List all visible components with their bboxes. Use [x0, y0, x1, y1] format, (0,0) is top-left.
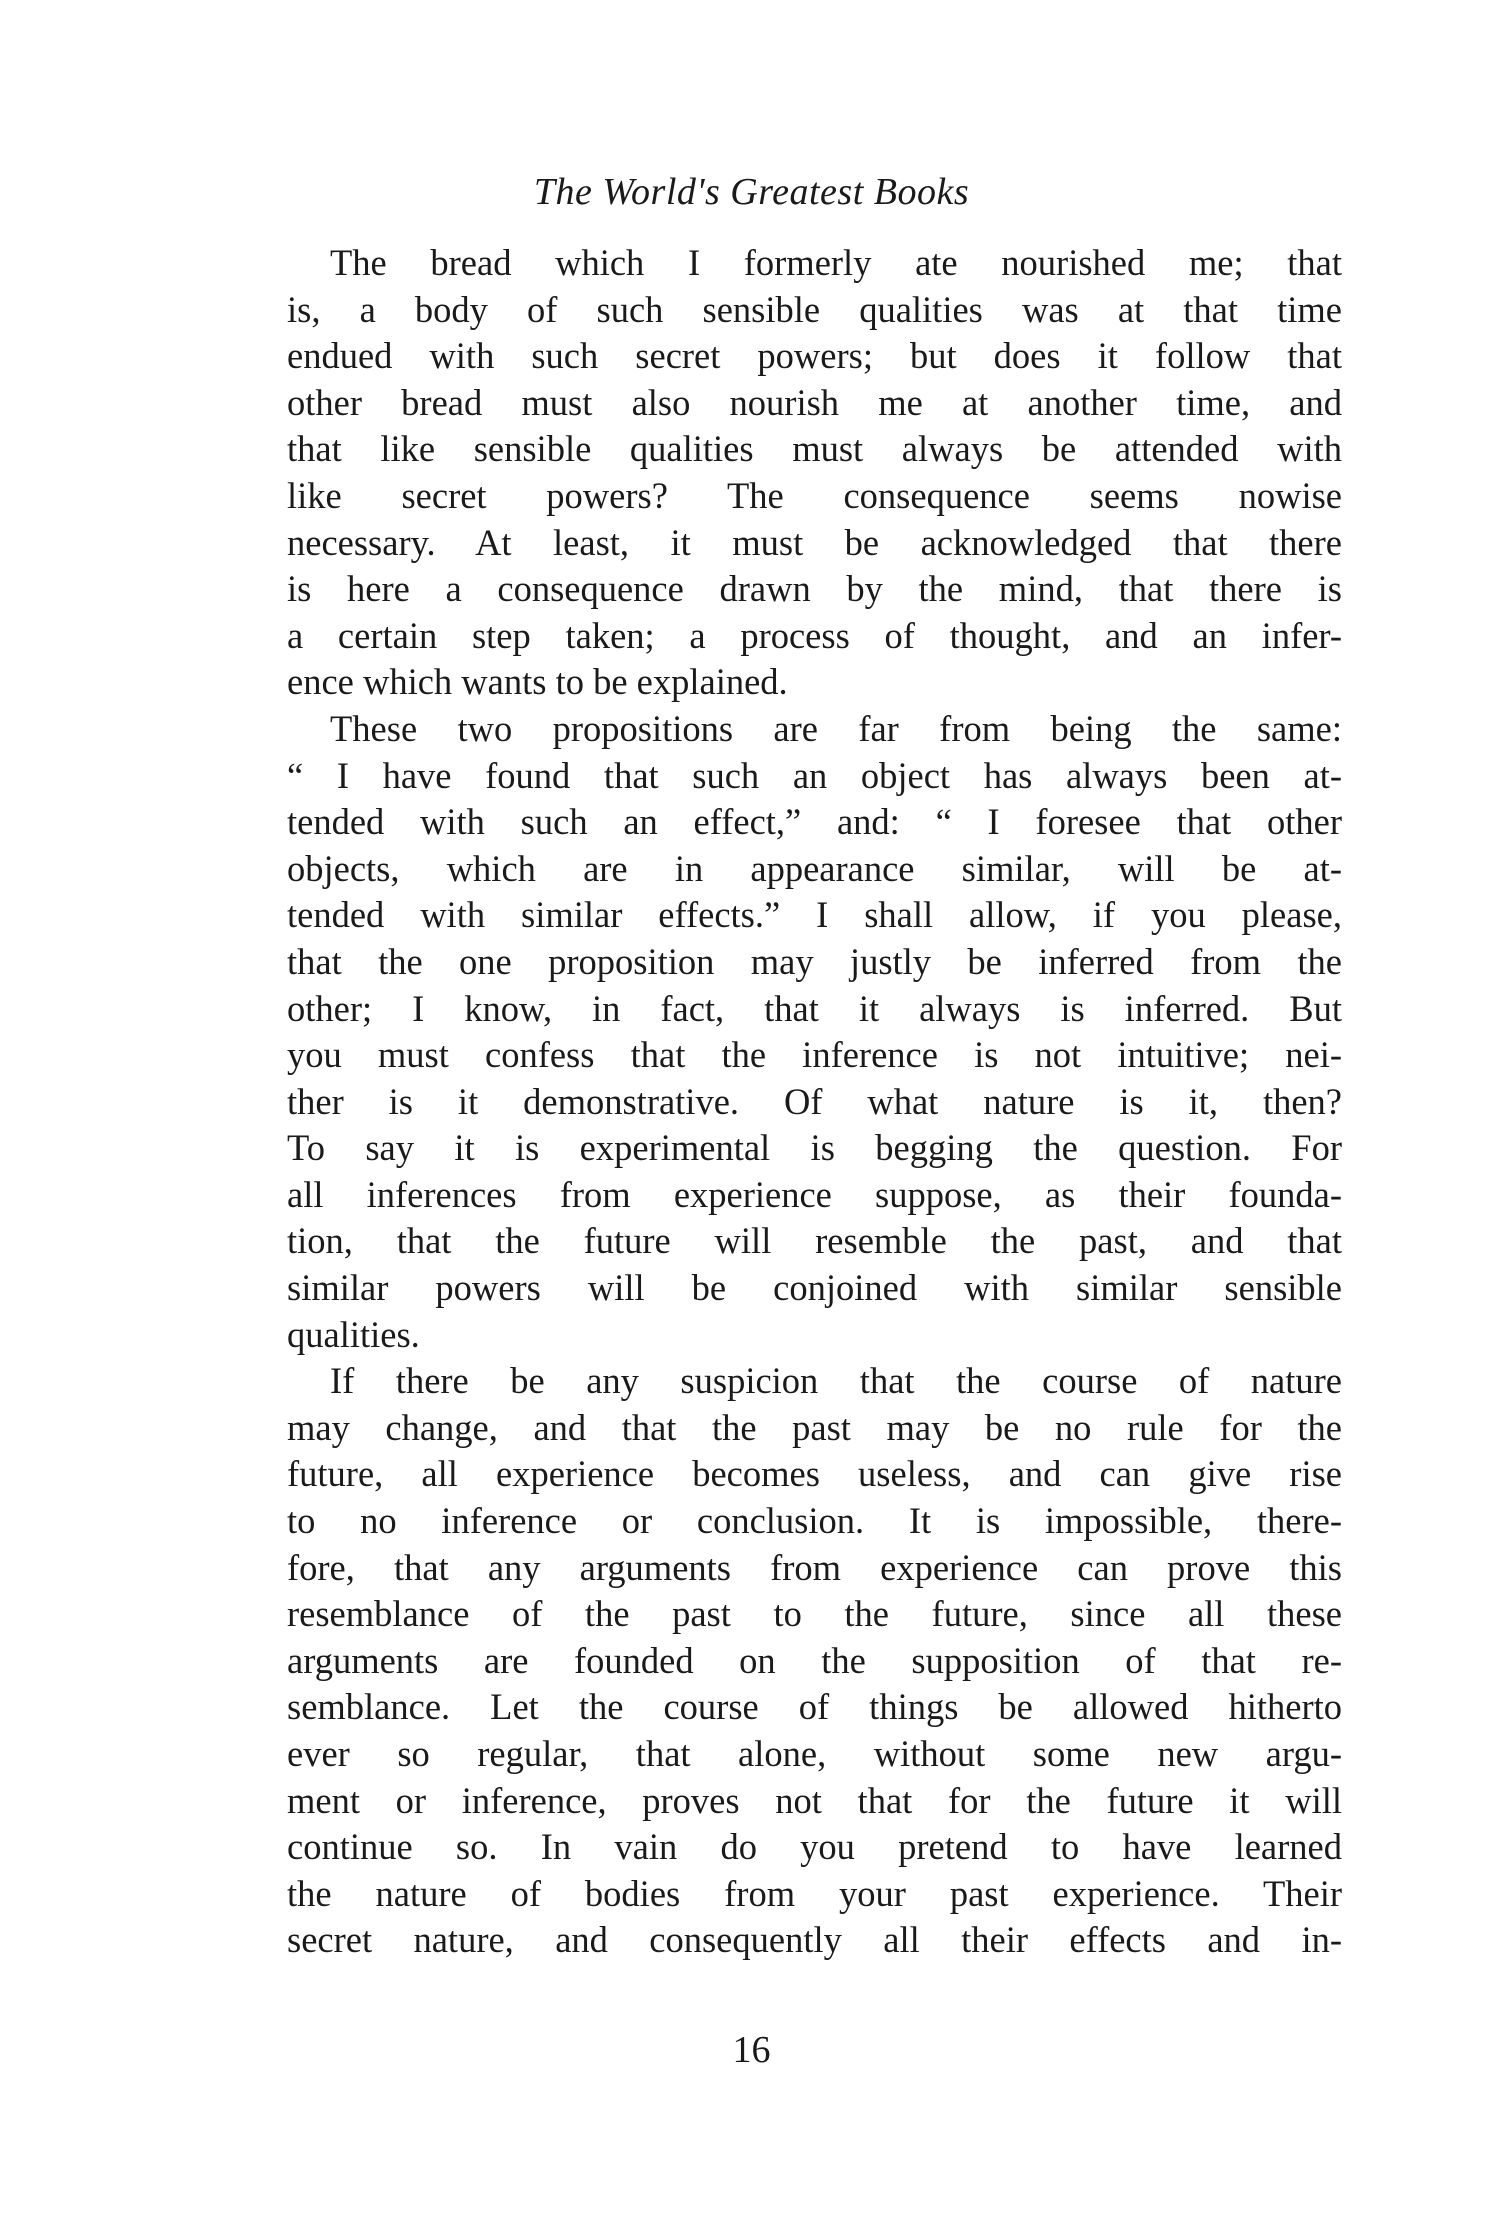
- text-line: qualities.: [287, 1313, 420, 1355]
- text-line: ever so regular, that alone, without some new argu-: [287, 1733, 1342, 1774]
- text-line: a certain step taken; a process of thought, and an infer-: [287, 614, 1342, 656]
- text-line: “ I have found that such an object has always been at-: [287, 754, 1342, 796]
- text-line: objects, which are in appearance similar, will be at-: [287, 847, 1342, 889]
- text-line: ment or inference, proves not that for the future it will: [287, 1779, 1342, 1821]
- text-line: continue so. In vain do you pretend to have learned: [287, 1826, 1342, 1868]
- text-line: semblance. Let the course of things be allowed hitherto: [287, 1686, 1342, 1728]
- text-line: ence which wants to be explained.: [287, 661, 788, 703]
- text-line: resemblance of the past to the future, since all these: [287, 1593, 1342, 1635]
- text-line: secret nature, and consequently all their effects and in-: [287, 1919, 1342, 1961]
- text-line: tended with such an effect,” and: “ I foresee that other: [287, 801, 1342, 843]
- text-line: you must confess that the inference is not intuitive; nei-: [287, 1034, 1342, 1076]
- text-line: To say it is experimental is begging the question. For: [287, 1127, 1342, 1169]
- page-number: 16: [732, 2029, 771, 2071]
- text-line: similar powers will be conjoined with similar sensible: [287, 1267, 1342, 1309]
- running-head: The World's Greatest Books: [533, 171, 970, 213]
- text-line: If there be any suspicion that the course of nature: [330, 1360, 1342, 1402]
- text-line: may change, and that the past may be no rule for the: [287, 1406, 1342, 1448]
- text-line: other; I know, in fact, that it always is inferred. But: [287, 987, 1342, 1029]
- text-line: arguments are founded on the supposition of that re-: [287, 1639, 1342, 1681]
- text-line: is, a body of such sensible qualities was at that time: [287, 288, 1342, 330]
- text-line: like secret powers? The consequence seems nowise: [287, 474, 1342, 516]
- body-text: [287, 240, 1342, 1964]
- text-line: ther is it demonstrative. Of what nature is it, then?: [287, 1080, 1342, 1122]
- text-line: the nature of bodies from your past experience. Their: [287, 1872, 1342, 1914]
- text-line: future, all experience becomes useless, and can give rise: [287, 1453, 1342, 1495]
- text-line: that like sensible qualities must always be attended with: [287, 428, 1342, 470]
- text-line: tion, that the future will resemble the past, and that: [287, 1220, 1342, 1262]
- text-line: all inferences from experience suppose, as their founda-: [287, 1173, 1342, 1215]
- text-line: is here a consequence drawn by the mind, that there is: [287, 568, 1342, 610]
- text-line: The bread which I formerly ate nourished me; that: [330, 242, 1342, 283]
- text-line: other bread must also nourish me at another time, and: [287, 381, 1342, 423]
- text-line: to no inference or conclusion. It is impossible, there-: [287, 1500, 1342, 1542]
- text-line: endued with such secret powers; but does it follow that: [287, 335, 1342, 377]
- text-line: that the one proposition may justly be inferred from the: [287, 940, 1342, 982]
- text-line: necessary. At least, it must be acknowledged that there: [287, 521, 1342, 563]
- text-line: tended with similar effects.” I shall allow, if you please,: [287, 894, 1342, 936]
- text-line: These two propositions are far from being the same:: [330, 707, 1342, 749]
- text-line: fore, that any arguments from experience can prove this: [287, 1546, 1342, 1588]
